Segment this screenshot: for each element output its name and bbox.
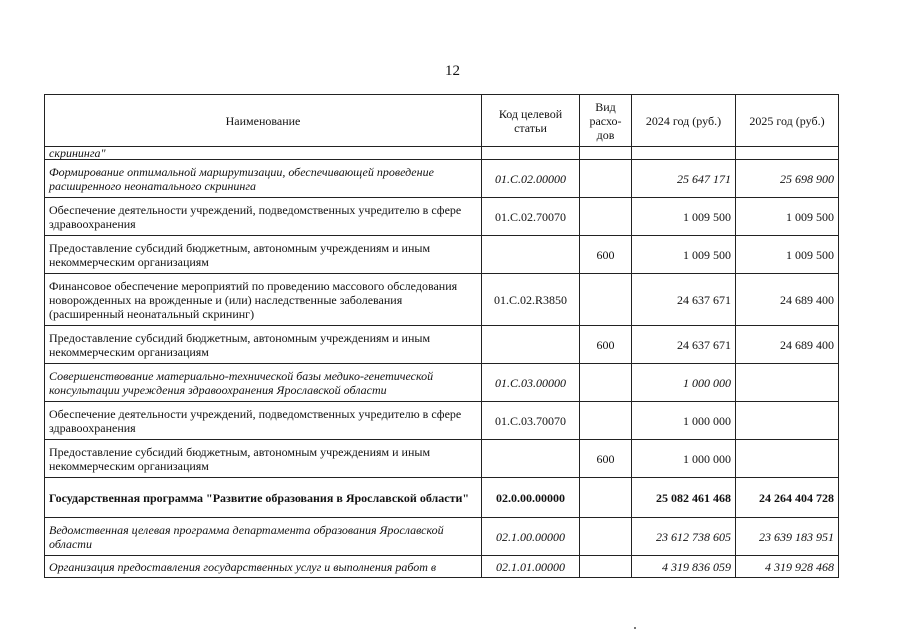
table-row xyxy=(45,518,839,556)
cell-kind xyxy=(580,274,632,326)
cell-name: Совершенствование материально-технической базы медико-генетической консультации учреждения здравоохранения Ярославской области xyxy=(45,364,482,402)
cell-code xyxy=(482,147,580,160)
cell-code: 01.С.03.70070 xyxy=(482,402,580,440)
header-name: Наименование xyxy=(45,95,482,147)
header-code: Код целевой статьи xyxy=(482,95,580,147)
cell-year-2024: 25 647 171 xyxy=(632,160,736,198)
table-row xyxy=(45,236,839,274)
cell-year-2024: 1 009 500 xyxy=(632,236,736,274)
cell-year-2025: 23 639 183 951 xyxy=(736,518,839,556)
cell-kind: 600 xyxy=(580,326,632,364)
header-year-2025: 2025 год (руб.) xyxy=(736,95,839,147)
cell-year-2025 xyxy=(736,147,839,160)
table-row xyxy=(45,478,839,518)
cell-code xyxy=(482,440,580,478)
budget-table xyxy=(44,94,839,578)
cell-year-2025 xyxy=(736,402,839,440)
cell-year-2025: 4 319 928 468 xyxy=(736,556,839,578)
header-kind: Вид расхо-дов xyxy=(580,95,632,147)
cell-year-2024 xyxy=(632,147,736,160)
table-row xyxy=(45,364,839,402)
cell-name: Формирование оптимальной маршрутизации, обеспечивающей проведение расширенного неонатального скрининга xyxy=(45,160,482,198)
scan-artifact xyxy=(634,627,636,629)
cell-name: Финансовое обеспечение мероприятий по проведению массового обследования новорожденных на врожденные и (или) наследственные заболевания (расширенный неонатальный скрининг) xyxy=(45,274,482,326)
cell-year-2025 xyxy=(736,440,839,478)
cell-name: Предоставление субсидий бюджетным, автономным учреждениям и иным некоммерческим организациям xyxy=(45,326,482,364)
cell-name: Обеспечение деятельности учреждений, подведомственных учредителю в сфере здравоохранения xyxy=(45,198,482,236)
table-row xyxy=(45,147,839,160)
cell-name: Предоставление субсидий бюджетным, автономным учреждениям и иным некоммерческим организациям xyxy=(45,440,482,478)
cell-kind: 600 xyxy=(580,440,632,478)
cell-kind xyxy=(580,478,632,518)
cell-kind xyxy=(580,147,632,160)
table-row xyxy=(45,326,839,364)
cell-name: Обеспечение деятельности учреждений, подведомственных учредителю в сфере здравоохранения xyxy=(45,402,482,440)
cell-year-2024: 24 637 671 xyxy=(632,326,736,364)
cell-name: Предоставление субсидий бюджетным, автономным учреждениям и иным некоммерческим организациям xyxy=(45,236,482,274)
cell-year-2024: 1 009 500 xyxy=(632,198,736,236)
cell-year-2024: 25 082 461 468 xyxy=(632,478,736,518)
cell-kind xyxy=(580,402,632,440)
table-header-row xyxy=(45,95,839,147)
page-number: 12 xyxy=(445,63,460,79)
cell-year-2025: 1 009 500 xyxy=(736,198,839,236)
cell-code xyxy=(482,236,580,274)
cell-kind xyxy=(580,364,632,402)
table-row xyxy=(45,556,839,578)
table-row xyxy=(45,160,839,198)
cell-year-2025 xyxy=(736,364,839,402)
cell-year-2024: 4 319 836 059 xyxy=(632,556,736,578)
table-row xyxy=(45,440,839,478)
cell-code: 01.С.02.R3850 xyxy=(482,274,580,326)
cell-name: Государственная программа "Развитие образования в Ярославской области" xyxy=(45,478,482,518)
cell-kind xyxy=(580,556,632,578)
cell-kind: 600 xyxy=(580,236,632,274)
table-row xyxy=(45,274,839,326)
cell-kind xyxy=(580,518,632,556)
cell-year-2025: 24 689 400 xyxy=(736,274,839,326)
header-year-2024: 2024 год (руб.) xyxy=(632,95,736,147)
cell-year-2025: 1 009 500 xyxy=(736,236,839,274)
cell-year-2024: 23 612 738 605 xyxy=(632,518,736,556)
cell-name: Организация предоставления государственных услуг и выполнения работ в xyxy=(45,556,482,578)
cell-kind xyxy=(580,160,632,198)
cell-year-2024: 24 637 671 xyxy=(632,274,736,326)
cell-code xyxy=(482,326,580,364)
cell-code: 01.С.02.70070 xyxy=(482,198,580,236)
cell-name: Ведомственная целевая программа департамента образования Ярославской области xyxy=(45,518,482,556)
cell-year-2025: 24 264 404 728 xyxy=(736,478,839,518)
cell-year-2025: 25 698 900 xyxy=(736,160,839,198)
cell-kind xyxy=(580,198,632,236)
cell-code: 02.1.01.00000 xyxy=(482,556,580,578)
cell-name: скрининга" xyxy=(45,147,482,160)
table-row xyxy=(45,198,839,236)
cell-code: 02.0.00.00000 xyxy=(482,478,580,518)
cell-year-2024: 1 000 000 xyxy=(632,402,736,440)
cell-code: 02.1.00.00000 xyxy=(482,518,580,556)
cell-code: 01.С.02.00000 xyxy=(482,160,580,198)
cell-year-2024: 1 000 000 xyxy=(632,440,736,478)
cell-year-2025: 24 689 400 xyxy=(736,326,839,364)
table-row xyxy=(45,402,839,440)
cell-code: 01.С.03.00000 xyxy=(482,364,580,402)
cell-year-2024: 1 000 000 xyxy=(632,364,736,402)
table-body xyxy=(45,147,839,578)
